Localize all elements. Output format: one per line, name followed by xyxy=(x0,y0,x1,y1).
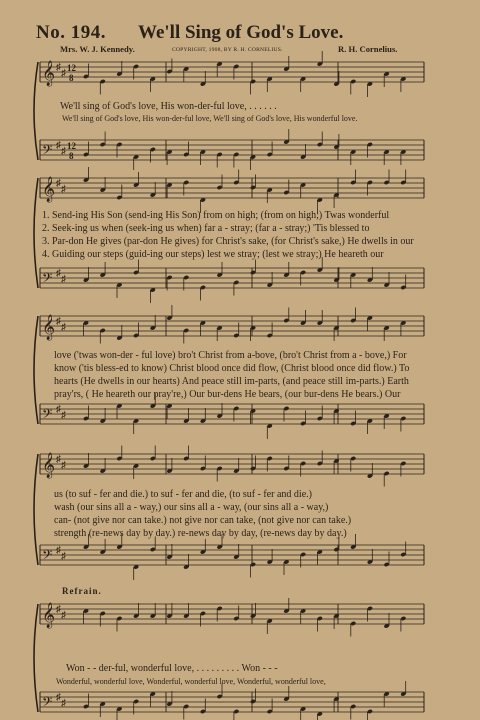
sharp-icon: ♯ xyxy=(56,268,61,279)
sharp-icon: ♯ xyxy=(56,178,61,189)
system-brace xyxy=(34,454,38,565)
bass-clef-icon: 𝄢 xyxy=(42,272,53,289)
system4-verse2: wash (our sins all a - way,) our sins all a - way, (our sins all a - way,) xyxy=(54,502,329,513)
sharp-icon: ♯ xyxy=(61,460,66,471)
system3-verse3: hearts (He dwells in our hearts) And peace still im-parts, (and peace still im-parts.) Earth xyxy=(54,376,409,387)
sharp-icon: ♯ xyxy=(61,551,66,562)
bass-clef-icon: 𝄢 xyxy=(42,408,53,425)
hymn-number: No. 194. xyxy=(36,22,106,43)
treble-clef-icon: 𝄞 xyxy=(42,314,56,339)
author-credit: Mrs. W. J. Kennedy. xyxy=(60,44,135,54)
system-brace xyxy=(34,316,38,424)
time-signature-top: 12 xyxy=(67,141,76,151)
sharp-icon: ♯ xyxy=(61,322,66,333)
system2-verse1: 1. Send-ing His Son (send-ing His Son) from on high; (from on high;) Twas wonderful xyxy=(42,210,390,221)
system-brace xyxy=(34,604,38,712)
sharp-icon: ♯ xyxy=(56,140,61,151)
time-signature-bottom: 8 xyxy=(69,73,74,83)
sharp-icon: ♯ xyxy=(56,454,61,465)
system4-verse1: us (to suf - fer and die.) to suf - fer and die, (to suf - fer and die.) xyxy=(54,489,312,500)
bass-clef-icon: 𝄢 xyxy=(42,144,53,161)
bass-clef-icon: 𝄢 xyxy=(42,549,53,566)
treble-clef-icon: 𝄞 xyxy=(42,60,56,85)
system4-verse3: can- (not give nor can take.) not give nor can take, (not give nor can take.) xyxy=(54,515,352,526)
system2-verse3: 3. Par-don He gives (par-don He gives) for Christ's sake, (for Christ's sake,) He dwells in our xyxy=(42,236,414,247)
system2-verse4: 4. Guiding our steps (guid-ing our steps) lest we stray; (lest we stray;) He heareth our xyxy=(42,249,384,260)
sharp-icon: ♯ xyxy=(61,698,66,709)
system4-verse4: strength (re-news day by day.) re-news day by day, (re-news day by day.) xyxy=(54,528,347,539)
system3-verse2: know ('tis bless-ed to know) Christ blood once did flow, (Christ blood once did flow.) To xyxy=(54,363,410,374)
sharp-icon: ♯ xyxy=(61,274,66,285)
sharp-icon: ♯ xyxy=(56,545,61,556)
treble-clef-icon: 𝄞 xyxy=(42,452,56,477)
hymn-title: We'll Sing of God's Love. xyxy=(138,22,344,43)
sharp-icon: ♯ xyxy=(61,146,66,157)
sharp-icon: ♯ xyxy=(61,610,66,621)
system1-lyric-line2: We'll sing of God's love, His won-der-ful love, We'll sing of God's love, His wonderful love. xyxy=(62,114,358,123)
refrain-lyric-line2: Wonderful, wonderful love, Wonderful, wonderful love, Wonderful, wonderful love, xyxy=(56,677,326,686)
sharp-icon: ♯ xyxy=(56,62,61,73)
sharp-icon: ♯ xyxy=(56,404,61,415)
system2-verse2: 2. Seek-ing us when (seek-ing us when) far a - stray; (far a - stray;) 'Tis blessed to xyxy=(42,223,370,234)
sharp-icon: ♯ xyxy=(61,68,66,79)
refrain-lyric-line1: Won - - der-ful, wonderful love, . . . . . . . . . Won - - - xyxy=(66,663,278,674)
composer-credit: R. H. Cornelius. xyxy=(338,44,398,54)
sharp-icon: ♯ xyxy=(56,316,61,327)
treble-clef-icon: 𝄞 xyxy=(42,176,56,201)
treble-clef-icon: 𝄞 xyxy=(42,602,56,627)
system3-verse4: pray'rs, ( He heareth our pray're,) Our bur-dens He bears, (our bur-dens He bears.) Our xyxy=(54,389,401,400)
sharp-icon: ♯ xyxy=(61,184,66,195)
copyright-notice: COPYRIGHT, 1908, BY R. H. CORNELIUS. xyxy=(172,47,283,53)
sharp-icon: ♯ xyxy=(56,604,61,615)
sharp-icon: ♯ xyxy=(61,410,66,421)
time-signature-bottom: 8 xyxy=(69,151,74,161)
system-brace xyxy=(34,178,38,288)
system1-lyric-line1: We'll sing of God's love, His won-der-ful love, . . . . . . xyxy=(60,101,277,112)
refrain-label: Refrain. xyxy=(62,586,102,596)
system3-verse1: love ('twas won-der - ful love) bro't Christ from a-bove, (bro't Christ from a - bove,) For xyxy=(54,350,407,361)
sharp-icon: ♯ xyxy=(56,692,61,703)
bass-clef-icon: 𝄢 xyxy=(42,696,53,713)
time-signature-top: 12 xyxy=(67,63,76,73)
system-brace xyxy=(34,62,38,160)
